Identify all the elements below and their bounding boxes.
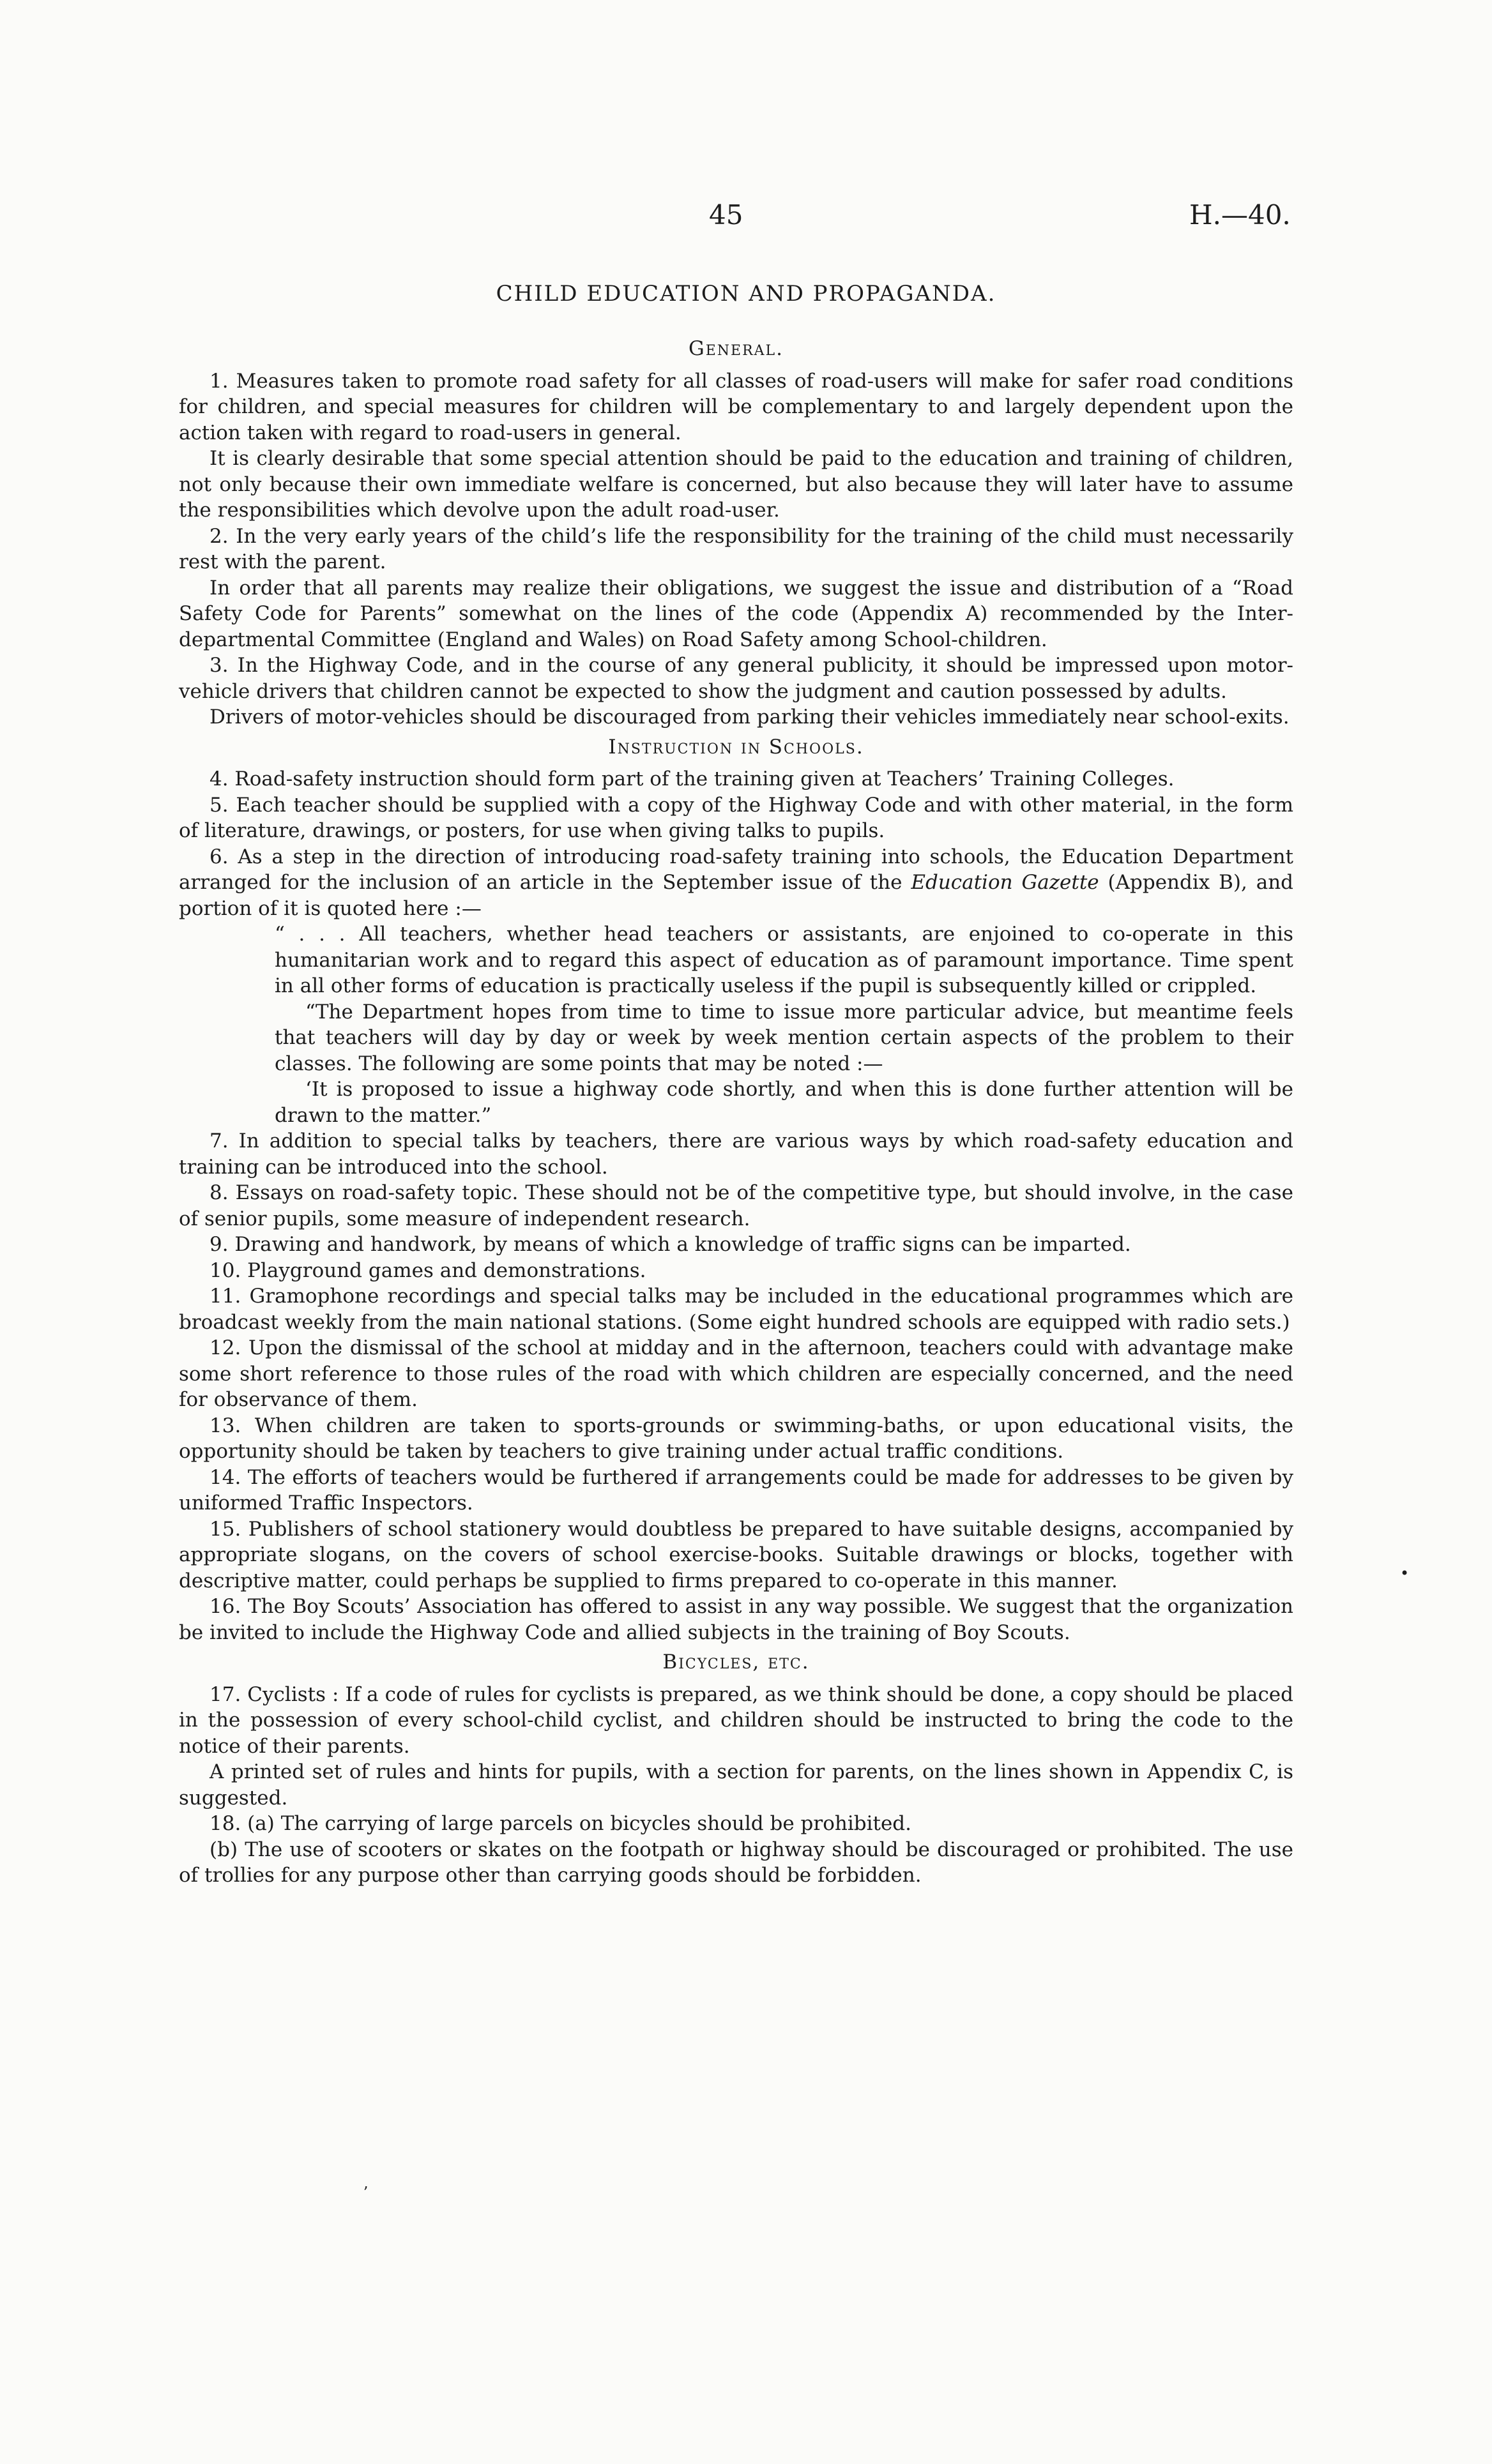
paragraph-10: 10. Playground games and demonstrations. (209, 1258, 646, 1282)
page-title: CHILD EDUCATION AND PROPAGANDA. (496, 281, 996, 306)
section-heading-general: General. (688, 337, 784, 360)
gazette-title: Education Gazette (911, 871, 1099, 894)
paragraph-6-text: 6. As a step in the direction of introducing road-safety training into schools, the Education Department arranged for the inclusion of an article in the September issue of the (179, 845, 1293, 894)
paragraph-17b: A printed set of rules and hints for pupils, with a section for parents, on the lines shown in Appendix C, is suggested. (179, 1760, 1293, 1810)
paragraph-17: 17. Cyclists : If a code of rules for cyclists is prepared, as we think should be done, a copy should be placed in the possession of every school-child cyclist, and children should be instructed to bring the code to the notice of their parents. (179, 1682, 1293, 1758)
paragraph-9: 9. Drawing and handwork, by means of which a knowledge of traffic signs can be imparted. (209, 1233, 1131, 1256)
paragraph-4: 4. Road-safety instruction should form part of the training given at Teachers’ Training Colleges. (209, 767, 1175, 790)
paragraph-8: 8. Essays on road-safety topic. These should not be of the competitive type, but should involve, in the case of senior pupils, some measure of independent research. (179, 1181, 1293, 1230)
paragraph-3b: Drivers of motor-vehicles should be discouraged from parking their vehicles immediately near school-exits. (209, 706, 1290, 729)
document-body (179, 332, 1293, 1889)
paragraph-6 (179, 844, 1293, 922)
quote-2: “The Department hopes from time to time to issue more particular advice, but meantime feels that teachers will day by day or week by week mention certain aspects of the problem to their classes. The following are some points that may be noted :— (275, 1000, 1293, 1075)
page-number: 45 (709, 199, 743, 231)
paragraph-18b-text: The use of scooters or skates on the footpath or highway should be discouraged or prohibited. The use of trollies for any purpose other than carrying goods should be forbidden. (179, 1838, 1294, 1887)
stray-mark: • (1400, 1564, 1410, 1582)
paragraph-1: 1. Measures taken to promote road safety for all classes of road-users will make for safer road conditions for children, and special measures for children will be complementary to and largely dependent upon the action taken with regard to road-users in general. (179, 369, 1293, 444)
section-heading-bicycles: Bicycles, etc. (662, 1651, 810, 1674)
paragraph-2b: In order that all parents may realize their obligations, we suggest the issue and distribution of a “Road Safety Code for Parents” somewhat on the lines of the code (Appendix A) recommended by the Inter-departmental Committee (England and Wales) on Road Safety among School-children. (179, 576, 1293, 651)
paragraph-18b-label: (b) (209, 1838, 238, 1861)
paragraph-2: 2. In the very early years of the child’s life the responsibility for the training of the child must necessarily rest with the parent. (179, 524, 1293, 573)
paragraph-15: 15. Publishers of school stationery would doubtless be prepared to have suitable designs, accompanied by appropriate slogans, on the covers of school exercise-books. Suitable drawings or blocks, together with descriptive matter, could perhaps be supplied to firms prepared to co-operate in this manner. (179, 1517, 1293, 1592)
section-heading-instruction: Instruction in Schools. (608, 735, 864, 759)
paragraph-18-number: 18. (a) (209, 1812, 275, 1835)
paragraph-1b: It is clearly desirable that some special attention should be paid to the education and training of children, not only because their own immediate welfare is concerned, but also because they will later have to assume the responsibilities which devolve upon the adult road-user. (179, 447, 1293, 522)
quote-3: ‘It is proposed to issue a highway code shortly, and when this is done further attention will be drawn to the matter.” (275, 1078, 1293, 1127)
stray-mark: ʼ (363, 2184, 368, 2202)
paragraph-3: 3. In the Highway Code, and in the course of any general publicity, it should be impressed upon motor-vehicle drivers that children cannot be expected to show the judgment and caution possessed by adults. (179, 654, 1293, 703)
quote-1: “ . . . All teachers, whether head teachers or assistants, are enjoined to co-operate in this humanitarian work and to regard this aspect of education as of paramount importance. Time spent in all other forms of education is practically useless if the pupil is subsequently killed or crippled. (275, 923, 1293, 997)
paragraph-18b (179, 1837, 1293, 1889)
paragraph-13: 13. When children are taken to sports-grounds or swimming-baths, or upon educational visits, the opportunity should be taken by teachers to give training under actual traffic conditions. (179, 1414, 1293, 1463)
document-reference: H.—40. (1189, 199, 1291, 231)
paragraph-16: 16. The Boy Scouts’ Association has offered to assist in any way possible. We suggest that the organization be invited to include the Highway Code and allied subjects in the training of Boy Scouts. (179, 1595, 1293, 1644)
paragraph-14: 14. The efforts of teachers would be furthered if arrangements could be made for addresses to be given by uniformed Traffic Inspectors. (179, 1465, 1293, 1515)
paragraph-18a-text: The carrying of large parcels on bicycles should be prohibited. (280, 1812, 912, 1835)
paragraph-11: 11. Gramophone recordings and special talks may be included in the educational programmes which are broadcast weekly from the main national stations. (Some eight hundred schools are equipped with radio sets.) (179, 1285, 1293, 1334)
paragraph-18a (179, 1811, 1293, 1837)
paragraph-5: 5. Each teacher should be supplied with a copy of the Highway Code and with other material, in the form of literature, drawings, or posters, for use when giving talks to pupils. (179, 793, 1293, 842)
paragraph-7: 7. In addition to special talks by teachers, there are various ways by which road-safety education and training can be introduced into the school. (179, 1130, 1293, 1179)
paragraph-12: 12. Upon the dismissal of the school at midday and in the afternoon, teachers could with advantage make some short reference to those rules of the road with which children are especially concerned, and the need for observance of them. (179, 1336, 1293, 1411)
paragraph-6-tail: (Appendix B), and portion of it is quoted here :— (179, 871, 1294, 920)
